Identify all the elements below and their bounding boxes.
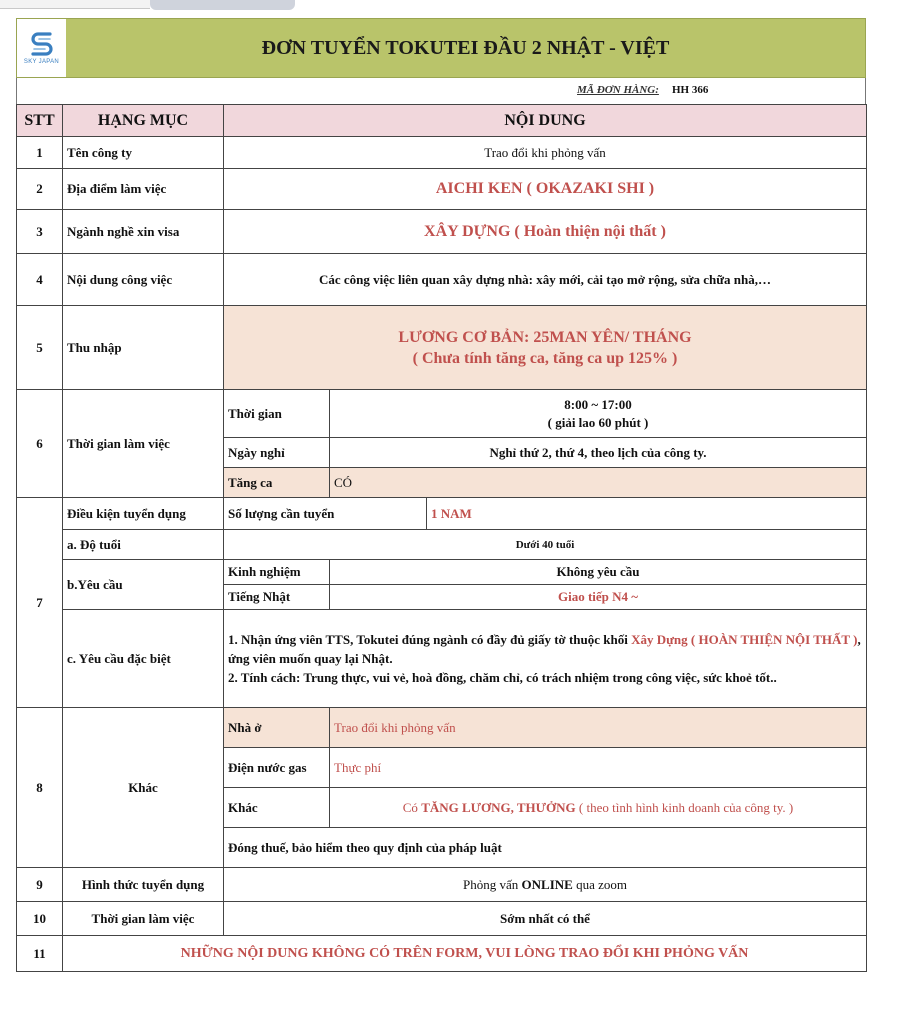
- tab-inactive[interactable]: [0, 0, 150, 9]
- row-label: Thời gian làm việc: [63, 390, 224, 498]
- sub-label: Điện nước gas: [224, 748, 330, 788]
- row-label: Hình thức tuyển dụng: [63, 868, 224, 902]
- recruitment-method-value: [224, 868, 867, 902]
- header-stt: STT: [17, 105, 63, 137]
- header-content: NỘI DUNG: [224, 105, 867, 137]
- form-title: ĐƠN TUYỂN TOKUTEI ĐẦU 2 NHẬT - VIỆT: [261, 36, 670, 59]
- table-row: [17, 902, 867, 936]
- sub-label: Kinh nghiệm: [224, 560, 330, 585]
- row-number: 7: [17, 498, 63, 708]
- table-row: [17, 498, 867, 530]
- quantity-value: 1 NAM: [427, 498, 867, 530]
- highlight-part: TĂNG LƯƠNG, THƯỞNG: [421, 799, 576, 815]
- work-location-value: AICHI KEN ( OKAZAKI SHI ): [224, 169, 867, 210]
- row-number: 4: [17, 254, 63, 306]
- table-row: [17, 210, 867, 254]
- working-hours-line-2: ( giải lao 60 phút ): [547, 414, 649, 430]
- company-name-value: Trao đổi khi phỏng vấn: [224, 137, 867, 169]
- row-label: c. Yêu cầu đặc biệt: [63, 610, 224, 708]
- table-row: [17, 868, 867, 902]
- row-label: a. Độ tuổi: [63, 530, 224, 560]
- row-number: 1: [17, 137, 63, 169]
- special-requirements-value: [224, 610, 867, 708]
- header-category: HẠNG MỤC: [63, 105, 224, 137]
- age-value: Dưới 40 tuổi: [224, 530, 867, 560]
- income-line-1: LƯƠNG CƠ BẢN: 25MAN YÊN/ THÁNG: [398, 328, 692, 346]
- start-time-value: Sớm nhất có thể: [224, 902, 867, 936]
- logo-text: SKY JAPAN: [23, 59, 60, 65]
- income-value: [224, 306, 867, 390]
- row-label: Ngành nghề xin visa: [63, 210, 224, 254]
- order-code-value: HH 366: [672, 84, 709, 96]
- order-code-label: MÃ ĐƠN HÀNG:: [577, 84, 659, 96]
- highlight-part: Xây Dựng ( HOÀN THIỆN NỘI THẤT ): [631, 632, 858, 647]
- sub-label: Số lượng cần tuyển: [224, 498, 427, 530]
- table-row: [17, 169, 867, 210]
- tax-insurance-value: Đóng thuế, bảo hiểm theo quy định của pháp luật: [224, 828, 867, 868]
- text-part: , ứng viên muốn quay lại Nhật.: [228, 632, 861, 666]
- income-line-2: ( Chưa tính tăng ca, tăng ca up 125% ): [412, 349, 678, 367]
- row-number: 11: [17, 936, 63, 972]
- tab-active[interactable]: [150, 0, 295, 10]
- highlight-part: ONLINE: [521, 876, 573, 892]
- row-number: 10: [17, 902, 63, 936]
- title-banner: [16, 18, 866, 78]
- text-part: qua zoom: [572, 876, 627, 892]
- experience-value: Không yêu cầu: [330, 560, 867, 585]
- sub-label: Tiếng Nhật: [224, 585, 330, 610]
- row-number: 5: [17, 306, 63, 390]
- row-label: Điều kiện tuyển dụng: [63, 498, 224, 530]
- row-label: Thời gian làm việc: [63, 902, 224, 936]
- sub-label: Thời gian: [224, 390, 330, 438]
- working-hours-line-1: 8:00 ~ 17:00: [564, 396, 632, 412]
- sub-label: Ngày nghỉ: [224, 438, 330, 468]
- row-label: Khác: [63, 708, 224, 868]
- table-row: [17, 610, 867, 708]
- job-description-value: Các công việc liên quan xây dựng nhà: xây mới, cải tạo mở rộng, sửa chữa nhà,…: [224, 254, 867, 306]
- text-part: ( theo tình hình kinh doanh của công ty. ): [575, 799, 794, 815]
- japanese-level-value: Giao tiếp N4 ~: [330, 585, 867, 610]
- row-label: Tên công ty: [63, 137, 224, 169]
- working-hours-value: [330, 390, 867, 438]
- sub-label: Nhà ở: [224, 708, 330, 748]
- footer-note: NHỮNG NỘI DUNG KHÔNG CÓ TRÊN FORM, VUI LÒNG TRAO ĐỔI KHI PHỎNG VẤN: [63, 936, 867, 972]
- browser-tab-strip: [0, 0, 897, 10]
- row-number: 3: [17, 210, 63, 254]
- special-requirement-1: [228, 630, 862, 668]
- days-off-value: Nghỉ thứ 2, thứ 4, theo lịch của công ty.: [330, 438, 867, 468]
- sky-japan-logo: [17, 19, 66, 77]
- special-requirement-2: 2. Tính cách: Trung thực, vui vẻ, hoà đồng, chăm chỉ, có trách nhiệm trong công việc, sức khoẻ tốt..: [228, 670, 777, 685]
- table-row: [17, 530, 867, 560]
- sub-label: Khác: [224, 788, 330, 828]
- table-row: [17, 936, 867, 972]
- row-label: Thu nhập: [63, 306, 224, 390]
- details-table: [16, 104, 867, 972]
- text-part: Có: [402, 799, 422, 815]
- row-number: 6: [17, 390, 63, 498]
- order-code-row: [16, 78, 866, 104]
- table-row: [17, 254, 867, 306]
- s-logo-icon: [30, 31, 54, 57]
- row-number: 2: [17, 169, 63, 210]
- row-number: 9: [17, 868, 63, 902]
- table-header: [17, 105, 867, 137]
- text-part: Phỏng vấn: [463, 876, 522, 892]
- utilities-value: Thực phí: [330, 748, 867, 788]
- table-row: [17, 137, 867, 169]
- housing-value: Trao đổi khi phỏng vấn: [330, 708, 867, 748]
- table-row: [17, 560, 867, 585]
- sub-label: Tăng ca: [224, 468, 330, 498]
- text-part: 1. Nhận ứng viên TTS, Tokutei đúng ngành có đầy đủ giấy tờ thuộc khối: [228, 632, 632, 647]
- table-row: [17, 390, 867, 438]
- row-label: Nội dung công việc: [63, 254, 224, 306]
- other-benefits-value: [330, 788, 867, 828]
- row-label: b.Yêu cầu: [63, 560, 224, 610]
- row-number: 8: [17, 708, 63, 868]
- recruitment-form: [16, 18, 866, 972]
- row-label: Địa điểm làm việc: [63, 169, 224, 210]
- table-row: [17, 708, 867, 748]
- overtime-value: CÓ: [330, 468, 867, 498]
- visa-industry-value: XÂY DỰNG ( Hoàn thiện nội thất ): [224, 210, 867, 254]
- table-row: [17, 306, 867, 390]
